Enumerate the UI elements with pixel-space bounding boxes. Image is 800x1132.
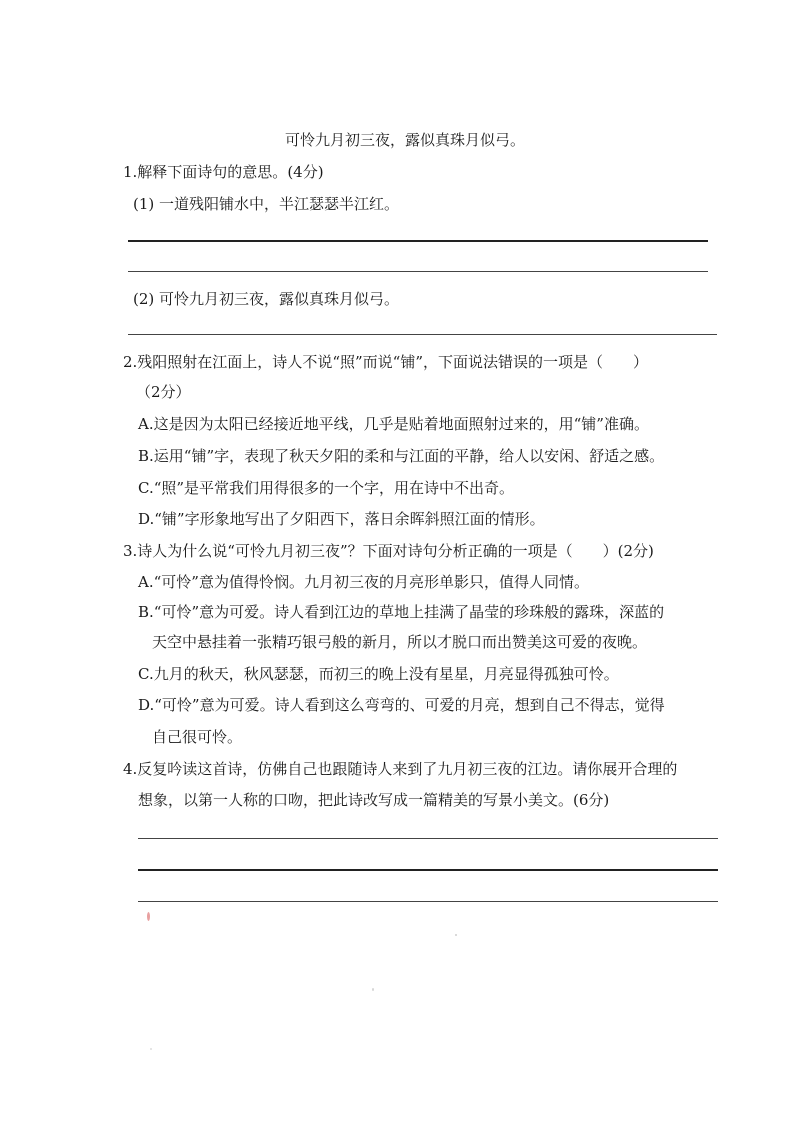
q2-option-b: B.运用“铺”字，表现了秋天夕阳的柔和与江面的平静，给人以安闲、舒适之感。 (138, 447, 665, 465)
scan-mark (147, 912, 150, 921)
q1-sub2: (2) 可怜九月初三夜，露似真珠月似弓。 (133, 290, 400, 308)
q2-option-d: D.“铺”字形象地写出了夕阳西下，落日余晖斜照江面的情形。 (138, 510, 545, 528)
q4-answer-line-1[interactable] (138, 838, 718, 839)
q2-option-c: C.“照”是平常我们用得很多的一个字，用在诗中不出奇。 (138, 479, 515, 497)
q3-option-b-line1: B.“可怜”意为可爱。诗人看到江边的草地上挂满了晶莹的珍珠般的露珠，深蓝的 (138, 603, 665, 621)
q3-option-b-line2: 天空中悬挂着一张精巧银弓般的新月，所以才脱口而出赞美这可爱的夜晚。 (152, 633, 648, 651)
q4-stem-line1: 4.反复吟读这首诗，仿佛自己也跟随诗人来到了九月初三夜的江边。请你展开合理的 (123, 760, 678, 778)
poem-line-title: 可怜九月初三夜，露似真珠月似弓。 (285, 131, 526, 149)
q1-answer-line-2[interactable] (128, 271, 708, 272)
scan-speck (372, 988, 374, 991)
q2-option-a: A.这是因为太阳已经接近地平线，几乎是贴着地面照射过来的，用“铺”准确。 (138, 415, 649, 433)
q4-answer-line-2[interactable] (138, 869, 718, 871)
q1-sub1: (1) 一道残阳铺水中，半江瑟瑟半江红。 (133, 195, 400, 213)
scan-speck (455, 934, 457, 936)
q4-answer-line-3[interactable] (138, 901, 718, 902)
q2-score: （2分） (136, 383, 191, 401)
q4-stem-line2: 想象，以第一人称的口吻，把此诗改写成一篇精美的写景小美文。(6分) (138, 791, 610, 809)
q1-answer-line-1[interactable] (128, 240, 708, 242)
q1-answer-line-3[interactable] (128, 334, 717, 335)
scan-speck (150, 1048, 152, 1050)
q3-stem: 3.诗人为什么说“可怜九月初三夜”？下面对诗句分析正确的一项是（ ）(2分) (123, 542, 654, 560)
q3-option-a: A.“可怜”意为值得怜悯。九月初三夜的月亮形单影只，值得人同情。 (138, 573, 589, 591)
q3-option-d-line2: 自己很可怜。 (152, 728, 243, 746)
q3-option-c: C.九月的秋天，秋风瑟瑟，而初三的晚上没有星星，月亮显得孤独可怜。 (138, 665, 619, 683)
q2-stem: 2.残阳照射在江面上，诗人不说“照”而说“铺”，下面说法错误的一项是（ ） (123, 353, 648, 371)
q3-option-d-line1: D.“可怜”意为可爱。诗人看到这么弯弯的、可爱的月亮，想到自己不得志，觉得 (138, 696, 665, 714)
q1-stem: 1.解释下面诗句的意思。(4分) (123, 163, 324, 181)
